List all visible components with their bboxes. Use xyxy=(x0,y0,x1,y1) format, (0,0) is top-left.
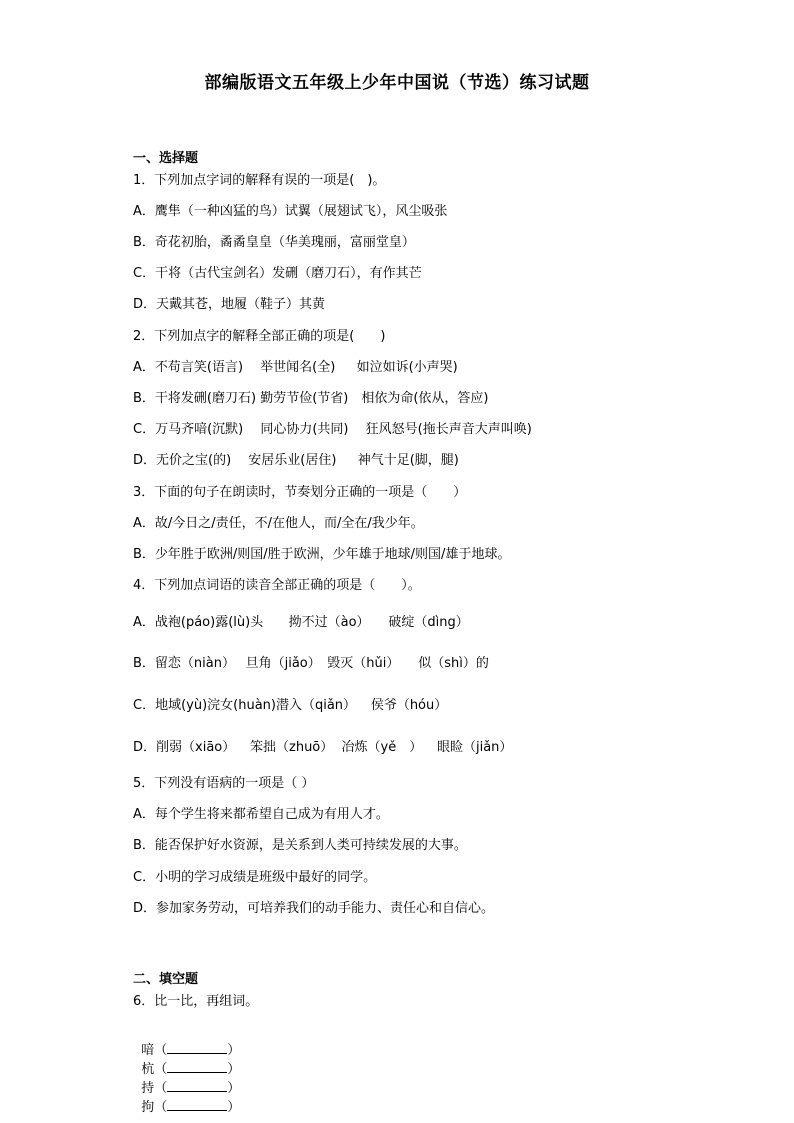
question-2-option-c: C．万马齐喑(沉默) 同心协力(共同) 狂风怒号(拖长声音大声叫唤) xyxy=(133,422,532,437)
fill-item xyxy=(141,1077,240,1096)
fill-item xyxy=(141,1058,240,1077)
question-4-option-c: C．地域(yù)浣女(huàn)潜入（qiǎn） 侯爷（hóu） xyxy=(133,698,448,713)
question-4-option-b: B．留恋（niàn） 旦角（jiǎo） 毁灭（hǔi） 似（shì）的 xyxy=(133,656,489,671)
question-4-option-a: A．战袍(páo)露(lù)头 拗不过（ào） 破绽（dìng） xyxy=(133,615,469,630)
fill-item-char: 杭（ xyxy=(141,1062,168,1077)
question-5-option-a: A．每个学生将来都希望自己成为有用人才。 xyxy=(133,807,389,822)
question-4-option-d: D．削弱（xiāo） 笨拙（zhuō） 冶炼（yě ） 眼睑（jiǎn） xyxy=(133,740,513,755)
page-title: 部编版语文五年级上少年中国说（节选）练习试题 xyxy=(204,73,590,93)
question-5-option-d: D．参加家务劳动，可培养我们的动手能力、责任心和自信心。 xyxy=(133,901,495,916)
fill-item-close: ） xyxy=(227,1100,241,1115)
fill-item-close: ） xyxy=(227,1043,241,1058)
question-6-fill-row xyxy=(133,1024,270,1115)
question-4-stem: 4．下列加点词语的读音全部正确的项是（ ）。 xyxy=(133,578,421,593)
question-2-stem: 2．下列加点字的解释全部正确的项是( ) xyxy=(133,329,386,344)
question-5-option-c: C．小明的学习成绩是班级中最好的同学。 xyxy=(133,870,377,885)
question-5-option-b: B．能否保护好水资源，是关系到人类可持续发展的大事。 xyxy=(133,838,467,853)
fill-item-close: ） xyxy=(227,1081,241,1096)
question-3-option-b: B．少年胜于欧洲/则国/胜于欧洲，少年雄于地球/则国/雄于地球。 xyxy=(133,547,511,562)
fill-item-close: ） xyxy=(227,1062,241,1077)
fill-item-char: 拘（ xyxy=(141,1100,168,1115)
question-5-stem: 5．下列没有语病的一项是（ ） xyxy=(133,776,315,791)
question-1-stem: 1．下列加点字词的解释有误的一项是( )。 xyxy=(133,173,386,188)
question-6-stem: 6．比一比，再组词。 xyxy=(133,994,259,1009)
question-2-option-a: A．不苟言笑(语言) 举世闻名(全) 如泣如诉(小声哭) xyxy=(133,360,458,375)
fill-item xyxy=(141,1096,240,1115)
answer-blank[interactable] xyxy=(167,1060,227,1073)
question-3-option-a: A．故/今日之/责任，不/在他人，而/全在/我少年。 xyxy=(133,516,424,531)
question-2-option-b: B．干将发硎(磨刀石) 勤劳节俭(节省) 相依为命(依从，答应) xyxy=(133,391,489,406)
question-1-option-a: A．鹰隼（一种凶猛的鸟）试翼（展翅试飞），风尘吸张 xyxy=(133,204,448,219)
section-heading-fill-in: 二、填空题 xyxy=(133,972,199,987)
fill-item-char: 喑（ xyxy=(141,1043,168,1058)
question-1-option-b: B．奇花初胎，矞矞皇皇（华美瑰丽，富丽堂皇） xyxy=(133,235,415,250)
question-1-option-d: D．天戴其苍，地履（鞋子）其黄 xyxy=(133,297,326,312)
answer-blank[interactable] xyxy=(167,1079,227,1092)
fill-item xyxy=(141,1039,240,1058)
answer-blank[interactable] xyxy=(167,1041,227,1054)
question-2-option-d: D．无价之宝(的) 安居乐业(居住) 神气十足(脚，腿) xyxy=(133,453,459,468)
answer-blank[interactable] xyxy=(167,1098,227,1111)
fill-item-char: 持（ xyxy=(141,1081,168,1096)
question-1-option-c: C．干将（古代宝剑名）发硎（磨刀石），有作其芒 xyxy=(133,266,422,281)
section-heading-choice: 一、选择题 xyxy=(133,151,199,166)
question-3-stem: 3．下面的句子在朗读时，节奏划分正确的一项是（ ） xyxy=(133,485,467,500)
